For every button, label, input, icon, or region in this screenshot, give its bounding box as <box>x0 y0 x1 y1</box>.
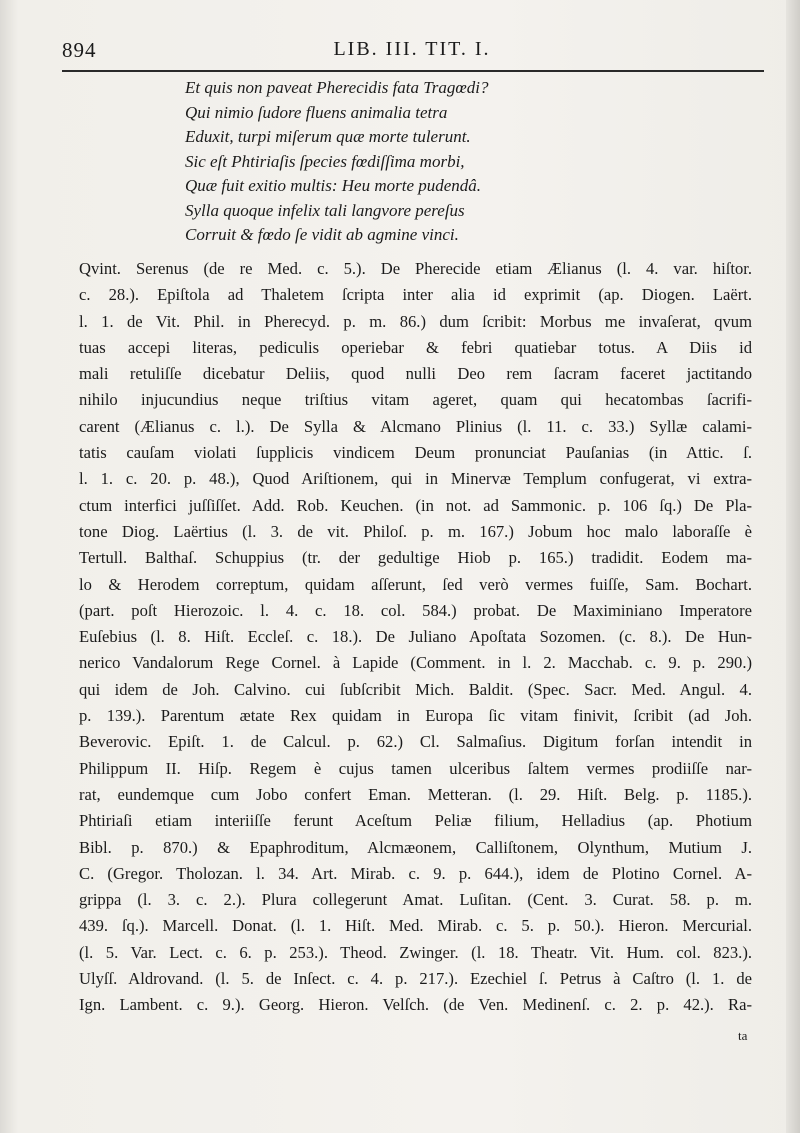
text-line: C. (Gregor. Tholozan. l. 34. Art. Mirab. c. 9. p. 644.), idem de Plotino Cornel. A- <box>79 863 752 883</box>
verse-line: Qui nimio ſudore fluens animalia tetra <box>185 102 448 122</box>
text-line: l. 1. de Vit. Phil. in Pherecyd. p. m. 86.) dum ſcribit: Morbus me invaſerat, qvum <box>79 311 752 331</box>
header-rule <box>62 70 764 72</box>
text-line: ctum interfici juſſiſſet. Add. Rob. Keuchen. (in not. ad Sammonic. p. 106 ſq.) De Pla- <box>79 495 752 515</box>
text-line: c. 28.). Epiſtola ad Thaletem ſcripta inter alia id exprimit (ap. Diogen. Laërt. <box>79 285 752 305</box>
text-line: grippa (l. 3. c. 2.). Plura collegerunt Amat. Luſitan. (Cent. 3. Curat. 58. p. m. <box>79 890 752 910</box>
catchword: ta <box>738 1028 748 1043</box>
verse-line: Quæ fuit exitio multis: Heu morte pudendâ. <box>185 176 482 195</box>
text-line: Tertull. Balthaſ. Schuppius (tr. der gedultige Hiob p. 165.) tradidit. Eodem ma- <box>79 548 752 568</box>
text-line: lo & Herodem correptum, quidam aſſerunt, ſed verò vermes fuiſſe, Sam. Bochart. <box>79 574 752 594</box>
text-line: l. 1. c. 20. p. 48.), Quod Ariſtionem, qui in Minervæ Templum confugerat, vi extra- <box>79 469 752 489</box>
verse-line: Et quis non paveat Pherecidis fata Tragœdi? <box>185 78 489 97</box>
text-line: Qvint. Serenus (de re Med. c. 5.). De Pherecide etiam Ælianus (l. 4. var. hiſtor. <box>79 259 752 278</box>
body-text <box>79 256 752 1019</box>
text-line: Ign. Lambent. c. 9.). Georg. Hieron. Velſch. (de Ven. Medinenſ. c. 2. p. 42.). Ra- <box>79 995 752 1015</box>
running-head <box>62 38 762 68</box>
text-line: tone Diog. Laërtius (l. 3. de vit. Philoſ. p. m. 167.) Jobum hoc malo laboraſſe è <box>79 521 752 541</box>
text-line: 439. ſq.). Marcell. Donat. (l. 1. Hiſt. Med. Mirab. c. 5. p. 50.). Hieron. Mercurial. <box>79 916 752 936</box>
text-line: tuas accepi literas, pediculis operiebar & febri quatiebar totus. A Diis id <box>79 337 752 357</box>
text-line: rat, eundemque cum Jobo confert Eman. Metteran. (l. 29. Hiſt. Belg. p. 1185.). <box>79 784 752 804</box>
verse-line: Sic eſt Phtiriaſis ſpecies fœdiſſima morbi, <box>185 151 465 171</box>
verse-block <box>185 76 745 248</box>
text-line: Ulyſſ. Aldrovand. (l. 5. de Inſect. c. 4. p. 217.). Ezechiel ſ. Petrus à Caſtro (l. 1. de <box>79 969 752 989</box>
page-edge-shadow <box>786 0 800 1133</box>
text-line: Phtiriaſi etiam interiiſſe ferunt Aceſtum Peliæ filium, Helladius (ap. Photium <box>79 811 752 831</box>
verse-line: Eduxit, turpi miſerum quæ morte tulerunt. <box>185 127 471 146</box>
text-line: nihilo injucundius neque triſtius vitam ageret, quam qui hecatombas ſacrifi- <box>79 390 752 410</box>
text-line: Euſebius (l. 8. Hiſt. Eccleſ. c. 18.). De Juliano Apoſtata Sozomen. (c. 8.). De Hun- <box>79 627 752 647</box>
text-line: qui idem de Joh. Calvino. cui ſubſcribit Mich. Baldit. (Spec. Sacr. Med. Angul. 4. <box>79 679 752 699</box>
text-line: Philippum II. Hiſp. Regem è cujus tamen ulceribus ſaltem vermes prodiiſſe nar- <box>79 758 752 778</box>
verse-line: Corruit & fœdo ſe vidit ab agmine vinci. <box>185 225 459 244</box>
text-line: (l. 5. Var. Lect. c. 6. p. 253.). Theod. Zwinger. (l. 18. Theatr. Vit. Hum. col. 823.). <box>79 942 752 962</box>
page-number: 894 <box>62 38 97 62</box>
text-line: Bibl. p. 870.) & Epaphroditum, Alcmæonem, Calliſtonem, Olynthum, Mutium J. <box>79 837 752 857</box>
text-line: tatis cauſam violati ſupplicis vindicem Deum pronunciat Pauſanias (in Attic. ſ. <box>79 443 752 463</box>
text-line: p. 139.). Parentum ætate Rex quidam in Europa ſic vitam finivit, ſcribit (ad Joh. <box>79 706 752 726</box>
text-line: (part. poſt Hierozoic. l. 4. c. 18. col. 584.) probat. De Maximiniano Imperatore <box>79 600 752 620</box>
text-line: carent (Ælianus c. l.). De Sylla & Alcmano Plinius (l. 11. c. 33.) Syllæ calami- <box>79 416 752 436</box>
text-line: mali retuliſſe dicebatur Deliis, quod nulli Deo rem ſacram faceret jactitando <box>79 364 752 384</box>
verse-line: Sylla quoque infelix tali langvore pereſus <box>185 200 465 220</box>
text-line: nerico Vandalorum Rege Cornel. à Lapide (Comment. in l. 2. Macchab. c. 9. p. 290.) <box>79 653 752 673</box>
text-line: Beverovic. Epiſt. 1. de Calcul. p. 62.) Cl. Salmaſius. Digitum forſan intendit in <box>79 732 752 752</box>
running-title: LIB. III. TIT. I. <box>333 38 491 60</box>
